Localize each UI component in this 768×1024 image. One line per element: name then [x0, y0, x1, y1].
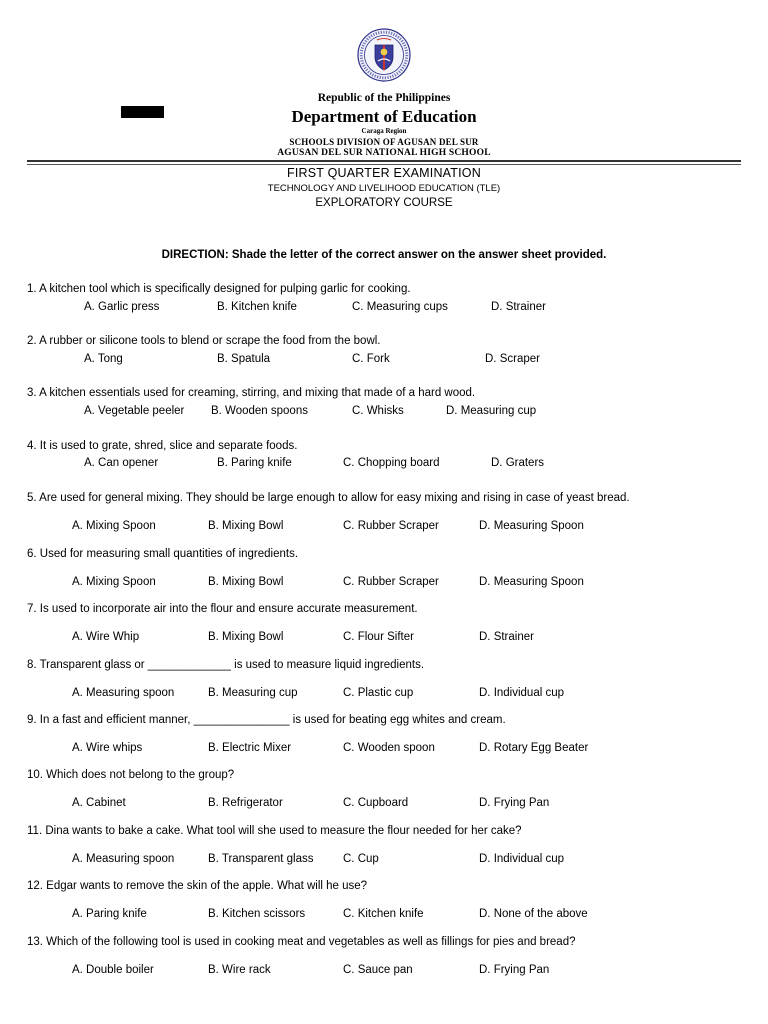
question-4-text: 4. It is used to grate, shred, slice and separate foods.	[27, 440, 298, 452]
question-2-option-a: A. Tong	[84, 353, 123, 365]
question-3-option-b: B. Wooden spoons	[211, 405, 308, 417]
question-5-option-c: C. Rubber Scraper	[343, 520, 439, 532]
question-9-option-c: C. Wooden spoon	[343, 742, 435, 754]
question-8-option-d: D. Individual cup	[479, 687, 565, 699]
question-9-option-b: B. Electric Mixer	[208, 742, 292, 754]
question-4-option-a: A. Can opener	[84, 457, 159, 469]
header-divider-thin	[27, 164, 741, 165]
question-2-text: 2. A rubber or silicone tools to blend or scrape the food from the bowl.	[27, 335, 381, 347]
question-13-text: 13. Which of the following tool is used in cooking meat and vegetables as well as fillings for pies and bread?	[27, 936, 576, 948]
question-6-option-d: D. Measuring Spoon	[479, 576, 584, 588]
question-10-text: 10. Which does not belong to the group?	[27, 769, 235, 781]
question-6-text: 6. Used for measuring small quantities of ingredients.	[27, 548, 299, 560]
question-5-text: 5. Are used for general mixing. They should be large enough to allow for easy mixing and rising in case of yeast bread.	[27, 492, 630, 504]
question-7-text: 7. Is used to incorporate air into the flour and ensure accurate measurement.	[27, 603, 418, 615]
question-3-option-a: A. Vegetable peeler	[84, 405, 185, 417]
header-republic: Republic of the Philippines	[317, 92, 451, 104]
question-11-option-b: B. Transparent glass	[208, 853, 314, 865]
question-2-option-b: B. Spatula	[217, 353, 271, 365]
question-13-option-d: D. Frying Pan	[479, 964, 550, 976]
question-13-option-a: A. Double boiler	[72, 964, 154, 976]
question-1-option-d: D. Strainer	[491, 301, 546, 313]
header-division: SCHOOLS DIVISION OF AGUSAN DEL SUR	[289, 137, 479, 147]
question-2-option-d: D. Scraper	[485, 353, 540, 365]
question-1-option-b: B. Kitchen knife	[217, 301, 297, 313]
question-1-text: 1. A kitchen tool which is specifically designed for pulping garlic for cooking.	[27, 283, 411, 295]
question-4-option-b: B. Paring knife	[217, 457, 292, 469]
question-5-option-a: A. Mixing Spoon	[72, 520, 156, 532]
question-3-option-c: C. Whisks	[352, 405, 404, 417]
question-8-option-b: B. Measuring cup	[208, 687, 298, 699]
question-7-option-c: C. Flour Sifter	[343, 631, 414, 643]
header-region: Caraga Region	[361, 127, 407, 135]
question-11-option-d: D. Individual cup	[479, 853, 565, 865]
question-7-option-a: A. Wire Whip	[72, 631, 140, 643]
question-6-option-b: B. Mixing Bowl	[208, 576, 284, 588]
question-8-option-a: A. Measuring spoon	[72, 687, 175, 699]
question-4-option-c: C. Chopping board	[343, 457, 440, 469]
question-11-text: 11. Dina wants to bake a cake. What tool will she used to measure the flour needed for her cake?	[27, 825, 522, 837]
exam-subject: TECHNOLOGY AND LIVELIHOOD EDUCATION (TLE)	[267, 183, 501, 194]
question-10-option-d: D. Frying Pan	[479, 797, 550, 809]
question-1-option-c: C. Measuring cups	[352, 301, 448, 313]
question-13-option-b: B. Wire rack	[208, 964, 271, 976]
question-12-text: 12. Edgar wants to remove the skin of the apple. What will he use?	[27, 880, 368, 892]
question-10-option-a: A. Cabinet	[72, 797, 126, 809]
header-school: AGUSAN DEL SUR NATIONAL HIGH SCHOOL	[277, 148, 491, 158]
question-5-option-b: B. Mixing Bowl	[208, 520, 284, 532]
question-5-option-d: D. Measuring Spoon	[479, 520, 584, 532]
question-9-text: 9. In a fast and efficient manner, _______________ is used for beating egg whites and cream.	[27, 714, 506, 726]
question-8-option-c: C. Plastic cup	[343, 687, 414, 699]
direction-text: DIRECTION: Shade the letter of the correct answer on the answer sheet provided.	[161, 249, 607, 261]
question-7-option-d: D. Strainer	[479, 631, 534, 643]
exam-title: FIRST QUARTER EXAMINATION	[287, 166, 481, 180]
exam-course: EXPLORATORY COURSE	[315, 197, 453, 209]
question-6-option-c: C. Rubber Scraper	[343, 576, 439, 588]
header-divider-thick	[27, 160, 741, 162]
question-6-option-a: A. Mixing Spoon	[72, 576, 156, 588]
question-12-option-c: C. Kitchen knife	[343, 908, 424, 920]
deped-seal-logo	[357, 28, 411, 82]
question-10-option-b: B. Refrigerator	[208, 797, 283, 809]
header-department: Department of Education	[291, 107, 477, 126]
question-12-option-a: A. Paring knife	[72, 908, 147, 920]
question-4-option-d: D. Graters	[491, 457, 545, 469]
question-12-option-b: B. Kitchen scissors	[208, 908, 306, 920]
question-7-option-b: B. Mixing Bowl	[208, 631, 284, 643]
question-9-option-a: A. Wire whips	[72, 742, 143, 754]
question-2-option-c: C. Fork	[352, 353, 390, 365]
question-10-option-c: C. Cupboard	[343, 797, 409, 809]
question-12-option-d: D. None of the above	[479, 908, 588, 920]
question-9-option-d: D. Rotary Egg Beater	[479, 742, 589, 754]
question-8-text: 8. Transparent glass or _____________ is used to measure liquid ingredients.	[27, 659, 425, 671]
question-3-text: 3. A kitchen essentials used for creaming, stirring, and mixing that made of a hard wood.	[27, 387, 476, 399]
question-11-option-a: A. Measuring spoon	[72, 853, 175, 865]
question-13-option-c: C. Sauce pan	[343, 964, 413, 976]
question-11-option-c: C. Cup	[343, 853, 379, 865]
question-3-option-d: D. Measuring cup	[446, 405, 537, 417]
question-1-option-a: A. Garlic press	[84, 301, 160, 313]
